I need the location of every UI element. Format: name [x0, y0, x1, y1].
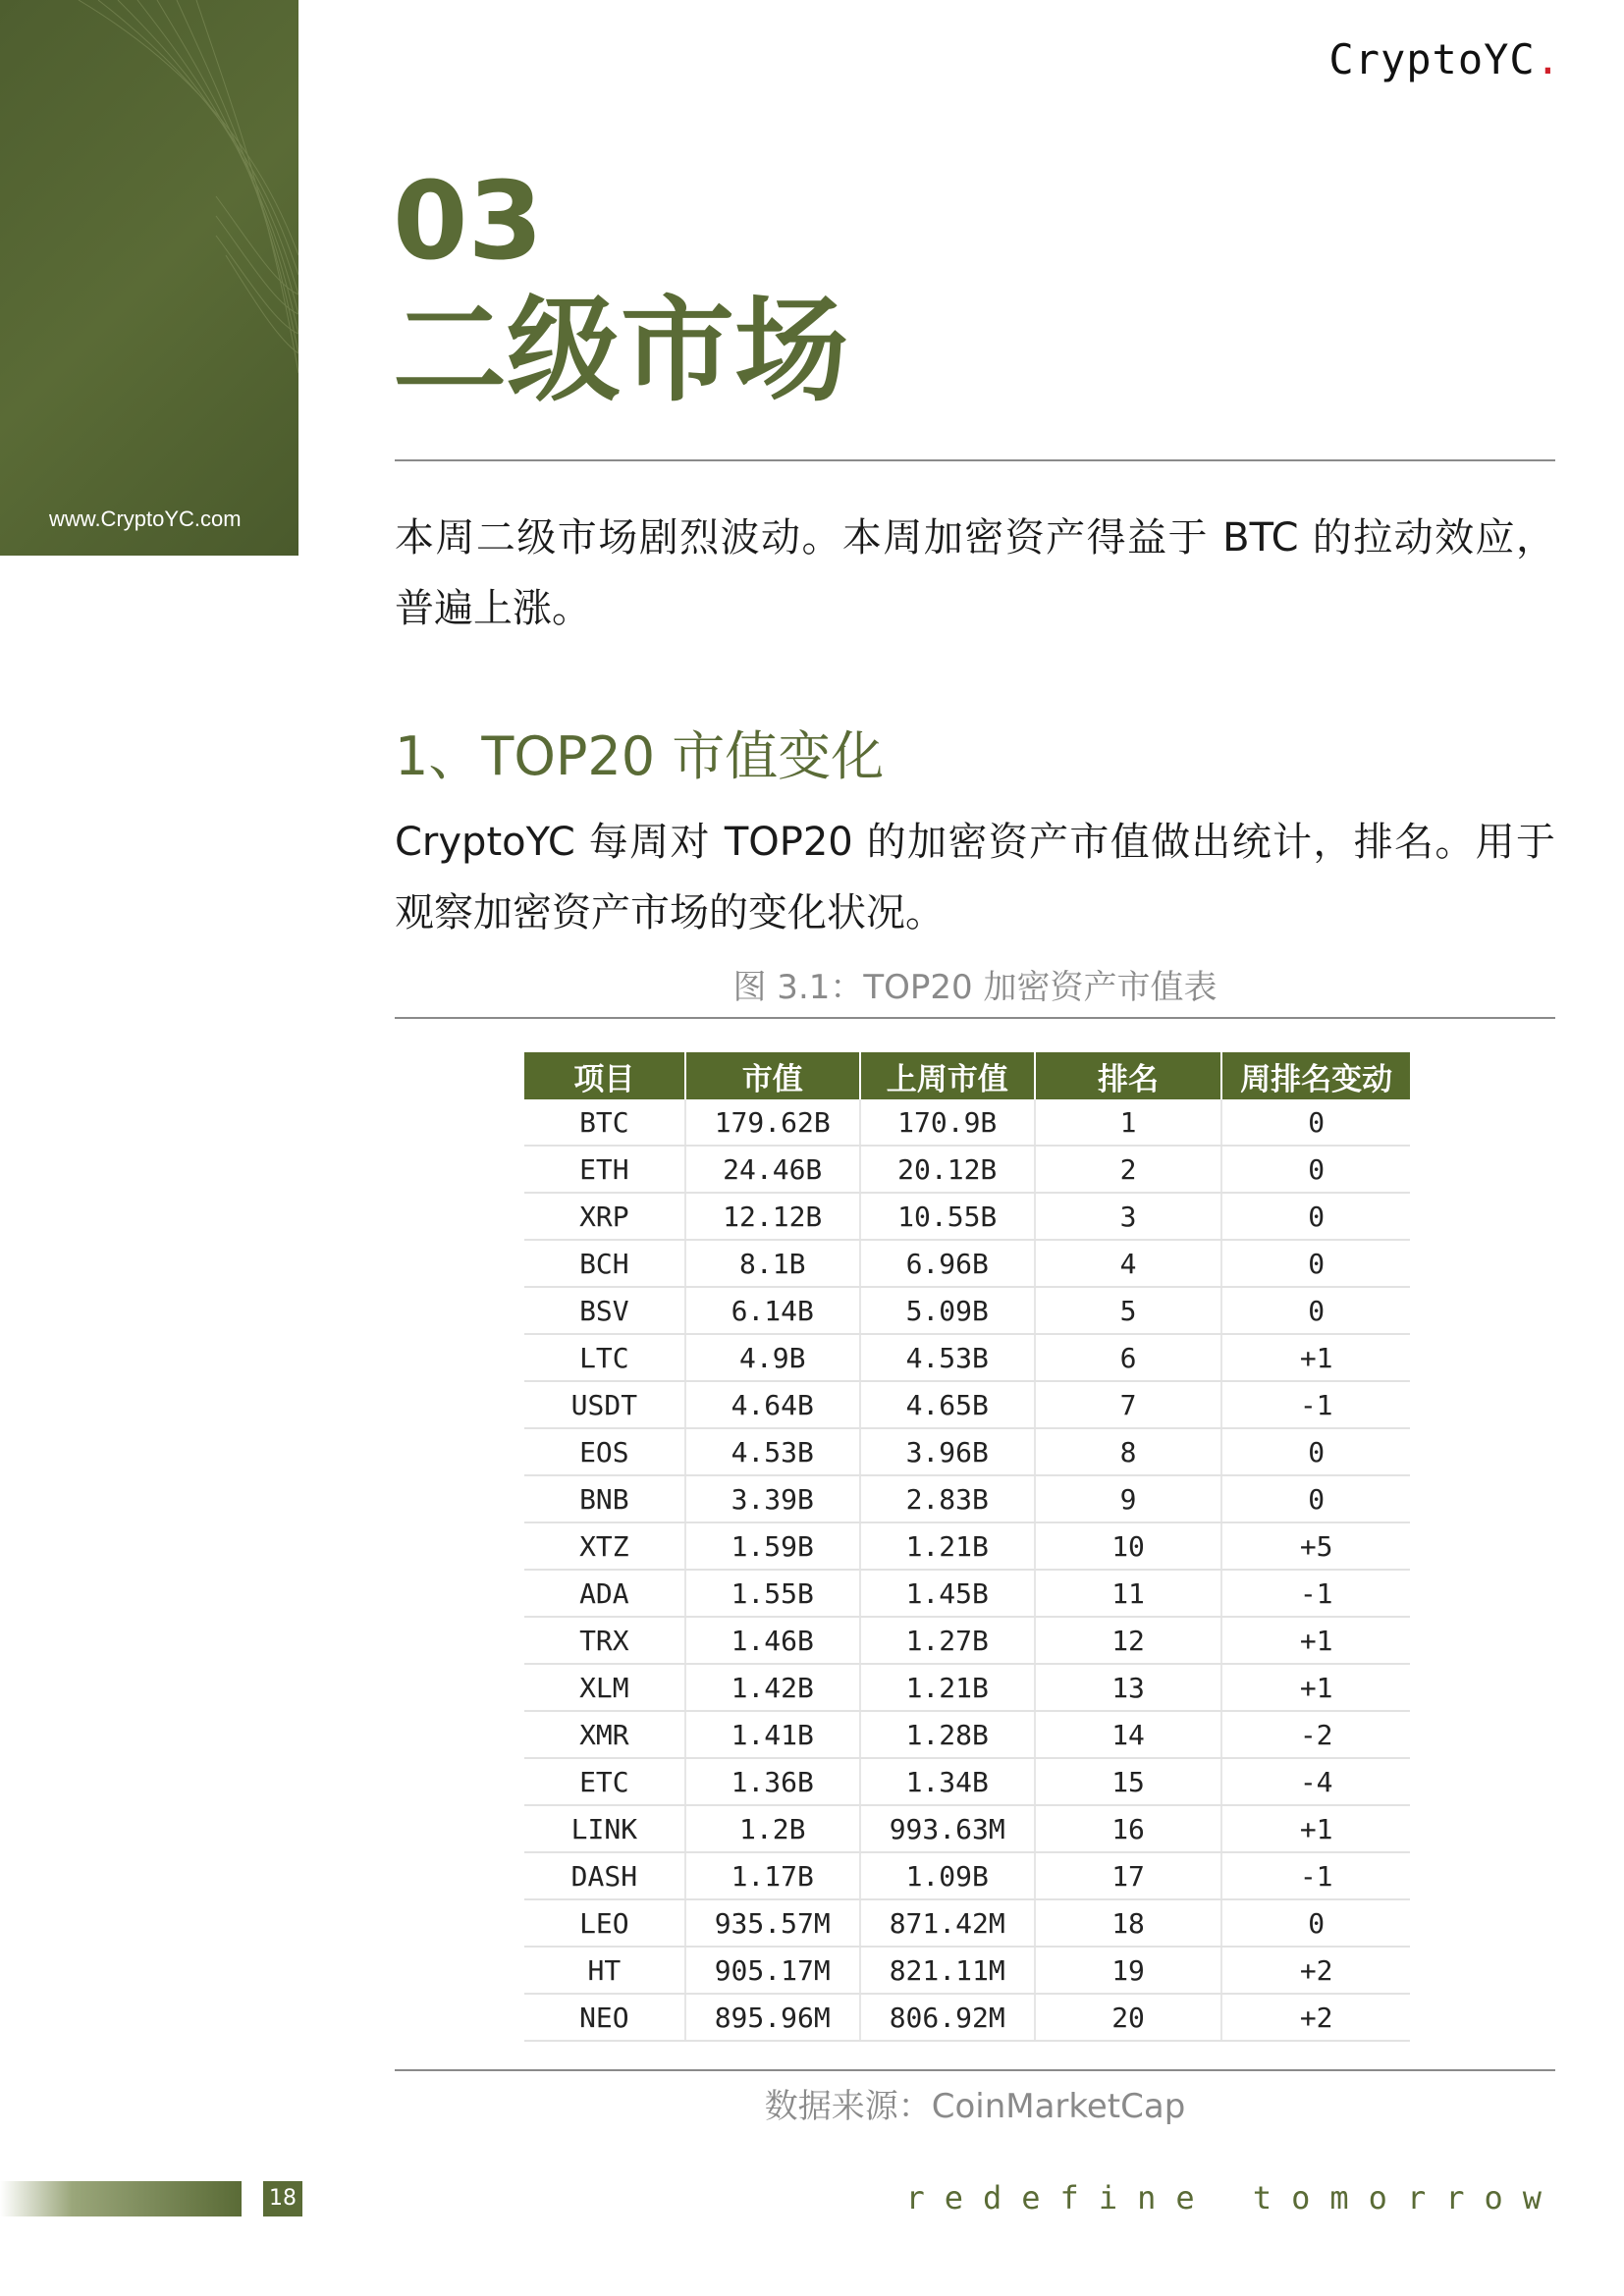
cell-rank: 4: [1035, 1240, 1222, 1287]
table-row: [524, 1522, 1410, 1570]
cell-rank: 9: [1035, 1475, 1222, 1522]
cell-market-cap: 1.42B: [685, 1664, 860, 1711]
header-last-week-cap: 上周市值: [860, 1052, 1035, 1099]
cell-rank: 20: [1035, 1994, 1222, 2041]
cell-rank-change: -2: [1221, 1711, 1410, 1758]
cell-project: HT: [524, 1947, 685, 1994]
cell-rank-change: -1: [1221, 1852, 1410, 1899]
market-cap-table: [524, 1052, 1410, 2042]
cell-project: XLM: [524, 1664, 685, 1711]
cell-rank: 2: [1035, 1146, 1222, 1193]
table-row: [524, 1475, 1410, 1522]
data-source: 数据来源：CoinMarketCap: [764, 2087, 1186, 2126]
cell-market-cap: 1.46B: [685, 1617, 860, 1664]
cell-last-week-cap: 993.63M: [860, 1805, 1035, 1852]
cell-market-cap: 12.12B: [685, 1193, 860, 1240]
table-row: [524, 1287, 1410, 1334]
cell-rank-change: +1: [1221, 1664, 1410, 1711]
cell-last-week-cap: 10.55B: [860, 1193, 1035, 1240]
cell-rank-change: 0: [1221, 1240, 1410, 1287]
cell-market-cap: 895.96M: [685, 1994, 860, 2041]
cell-rank: 7: [1035, 1381, 1222, 1428]
sidebar-wave-decoration: [0, 0, 298, 556]
cell-market-cap: 3.39B: [685, 1475, 860, 1522]
chapter-title: 二级市场: [393, 285, 848, 417]
figure-caption: 图 3.1：TOP20 加密资产市值表: [732, 968, 1218, 1007]
table-row: [524, 1099, 1410, 1146]
cell-market-cap: 8.1B: [685, 1240, 860, 1287]
cell-market-cap: 24.46B: [685, 1146, 860, 1193]
section-paragraph: CryptoYC 每周对 TOP20 的加密资产市值做出统计，排名。用于观察加密资产市场的变化状况。: [395, 820, 1555, 935]
cell-last-week-cap: 6.96B: [860, 1240, 1035, 1287]
cell-last-week-cap: 4.53B: [860, 1334, 1035, 1381]
cell-project: DASH: [524, 1852, 685, 1899]
cell-project: BCH: [524, 1240, 685, 1287]
cell-project: EOS: [524, 1428, 685, 1475]
cell-rank-change: 0: [1221, 1099, 1410, 1146]
cell-rank: 12: [1035, 1617, 1222, 1664]
cell-rank: 3: [1035, 1193, 1222, 1240]
chapter-number: 03: [393, 158, 544, 284]
cell-rank: 14: [1035, 1711, 1222, 1758]
cell-last-week-cap: 1.45B: [860, 1570, 1035, 1617]
website-url[interactable]: www.CryptoYC.com: [49, 507, 242, 531]
cell-last-week-cap: 1.28B: [860, 1711, 1035, 1758]
cell-rank-change: 0: [1221, 1899, 1410, 1947]
footer-tagline: redefine tomorrow: [905, 2179, 1561, 2216]
cell-rank-change: -1: [1221, 1570, 1410, 1617]
table-row: [524, 1664, 1410, 1711]
section-heading: 1、TOP20 市值变化: [395, 725, 885, 787]
cell-market-cap: 4.64B: [685, 1381, 860, 1428]
cell-rank-change: +1: [1221, 1617, 1410, 1664]
cell-market-cap: 1.17B: [685, 1852, 860, 1899]
cell-rank: 15: [1035, 1758, 1222, 1805]
cell-last-week-cap: 806.92M: [860, 1994, 1035, 2041]
cell-rank-change: -4: [1221, 1758, 1410, 1805]
cell-last-week-cap: 1.09B: [860, 1852, 1035, 1899]
cell-last-week-cap: 2.83B: [860, 1475, 1035, 1522]
table-row: [524, 1240, 1410, 1287]
title-divider: [395, 459, 1555, 461]
table-row: [524, 1193, 1410, 1240]
cell-last-week-cap: 5.09B: [860, 1287, 1035, 1334]
cell-market-cap: 1.41B: [685, 1711, 860, 1758]
cell-project: XTZ: [524, 1522, 685, 1570]
cell-rank: 19: [1035, 1947, 1222, 1994]
cell-project: BTC: [524, 1099, 685, 1146]
header-rank-change: 周排名变动: [1221, 1052, 1410, 1099]
cell-last-week-cap: 3.96B: [860, 1428, 1035, 1475]
table-row: [524, 1994, 1410, 2041]
cell-rank: 13: [1035, 1664, 1222, 1711]
table-row: [524, 1570, 1410, 1617]
cell-project: LEO: [524, 1899, 685, 1947]
table-row: [524, 1381, 1410, 1428]
cell-market-cap: 6.14B: [685, 1287, 860, 1334]
cell-project: LTC: [524, 1334, 685, 1381]
cell-rank-change: 0: [1221, 1428, 1410, 1475]
cell-last-week-cap: 170.9B: [860, 1099, 1035, 1146]
brand-dot: .: [1535, 35, 1561, 83]
page-number: 18: [263, 2181, 302, 2216]
cell-market-cap: 4.9B: [685, 1334, 860, 1381]
cell-rank: 10: [1035, 1522, 1222, 1570]
cell-project: USDT: [524, 1381, 685, 1428]
cell-last-week-cap: 4.65B: [860, 1381, 1035, 1428]
footer-accent-bar: [0, 2181, 242, 2216]
cell-market-cap: 905.17M: [685, 1947, 860, 1994]
cell-rank: 18: [1035, 1899, 1222, 1947]
cell-project: LINK: [524, 1805, 685, 1852]
cell-market-cap: 179.62B: [685, 1099, 860, 1146]
cell-market-cap: 935.57M: [685, 1899, 860, 1947]
brand-name: CryptoYC: [1328, 35, 1536, 83]
cell-project: ETH: [524, 1146, 685, 1193]
brand-logo: [1328, 35, 1561, 83]
cell-rank: 8: [1035, 1428, 1222, 1475]
table-row: [524, 1617, 1410, 1664]
table-header-row: [524, 1052, 1410, 1099]
cell-market-cap: 1.55B: [685, 1570, 860, 1617]
table-bottom-divider: [395, 2069, 1555, 2071]
cell-project: BNB: [524, 1475, 685, 1522]
header-rank: 排名: [1035, 1052, 1222, 1099]
cell-last-week-cap: 1.34B: [860, 1758, 1035, 1805]
table-row: [524, 1334, 1410, 1381]
cell-rank-change: +2: [1221, 1947, 1410, 1994]
cell-rank-change: 0: [1221, 1146, 1410, 1193]
header-market-cap: 市值: [685, 1052, 860, 1099]
cell-market-cap: 1.2B: [685, 1805, 860, 1852]
table-row: [524, 1805, 1410, 1852]
cell-rank: 6: [1035, 1334, 1222, 1381]
table-row: [524, 1852, 1410, 1899]
table-row: [524, 1428, 1410, 1475]
table-row: [524, 1711, 1410, 1758]
cell-rank-change: 0: [1221, 1475, 1410, 1522]
header-project: 项目: [524, 1052, 685, 1099]
cell-last-week-cap: 1.21B: [860, 1664, 1035, 1711]
cell-project: ETC: [524, 1758, 685, 1805]
cell-rank-change: -1: [1221, 1381, 1410, 1428]
cell-rank: 16: [1035, 1805, 1222, 1852]
cell-rank: 1: [1035, 1099, 1222, 1146]
cell-project: NEO: [524, 1994, 685, 2041]
sidebar-panel: [0, 0, 298, 556]
cell-last-week-cap: 821.11M: [860, 1947, 1035, 1994]
cell-last-week-cap: 871.42M: [860, 1899, 1035, 1947]
cell-rank-change: +1: [1221, 1805, 1410, 1852]
table-row: [524, 1146, 1410, 1193]
table-row: [524, 1947, 1410, 1994]
cell-rank-change: +2: [1221, 1994, 1410, 2041]
cell-project: ADA: [524, 1570, 685, 1617]
cell-rank-change: +1: [1221, 1334, 1410, 1381]
cell-rank: 11: [1035, 1570, 1222, 1617]
cell-project: XRP: [524, 1193, 685, 1240]
cell-market-cap: 1.59B: [685, 1522, 860, 1570]
cell-market-cap: 4.53B: [685, 1428, 860, 1475]
intro-paragraph: 本周二级市场剧烈波动。本周加密资产得益于 BTC 的拉动效应，普遍上涨。: [395, 515, 1555, 631]
cell-project: XMR: [524, 1711, 685, 1758]
table-top-divider: [395, 1017, 1555, 1019]
cell-project: TRX: [524, 1617, 685, 1664]
table-row: [524, 1899, 1410, 1947]
cell-rank-change: 0: [1221, 1193, 1410, 1240]
cell-last-week-cap: 1.27B: [860, 1617, 1035, 1664]
cell-project: BSV: [524, 1287, 685, 1334]
cell-rank: 17: [1035, 1852, 1222, 1899]
cell-market-cap: 1.36B: [685, 1758, 860, 1805]
cell-last-week-cap: 1.21B: [860, 1522, 1035, 1570]
cell-rank: 5: [1035, 1287, 1222, 1334]
table-row: [524, 1758, 1410, 1805]
cell-rank-change: +5: [1221, 1522, 1410, 1570]
cell-last-week-cap: 20.12B: [860, 1146, 1035, 1193]
cell-rank-change: 0: [1221, 1287, 1410, 1334]
